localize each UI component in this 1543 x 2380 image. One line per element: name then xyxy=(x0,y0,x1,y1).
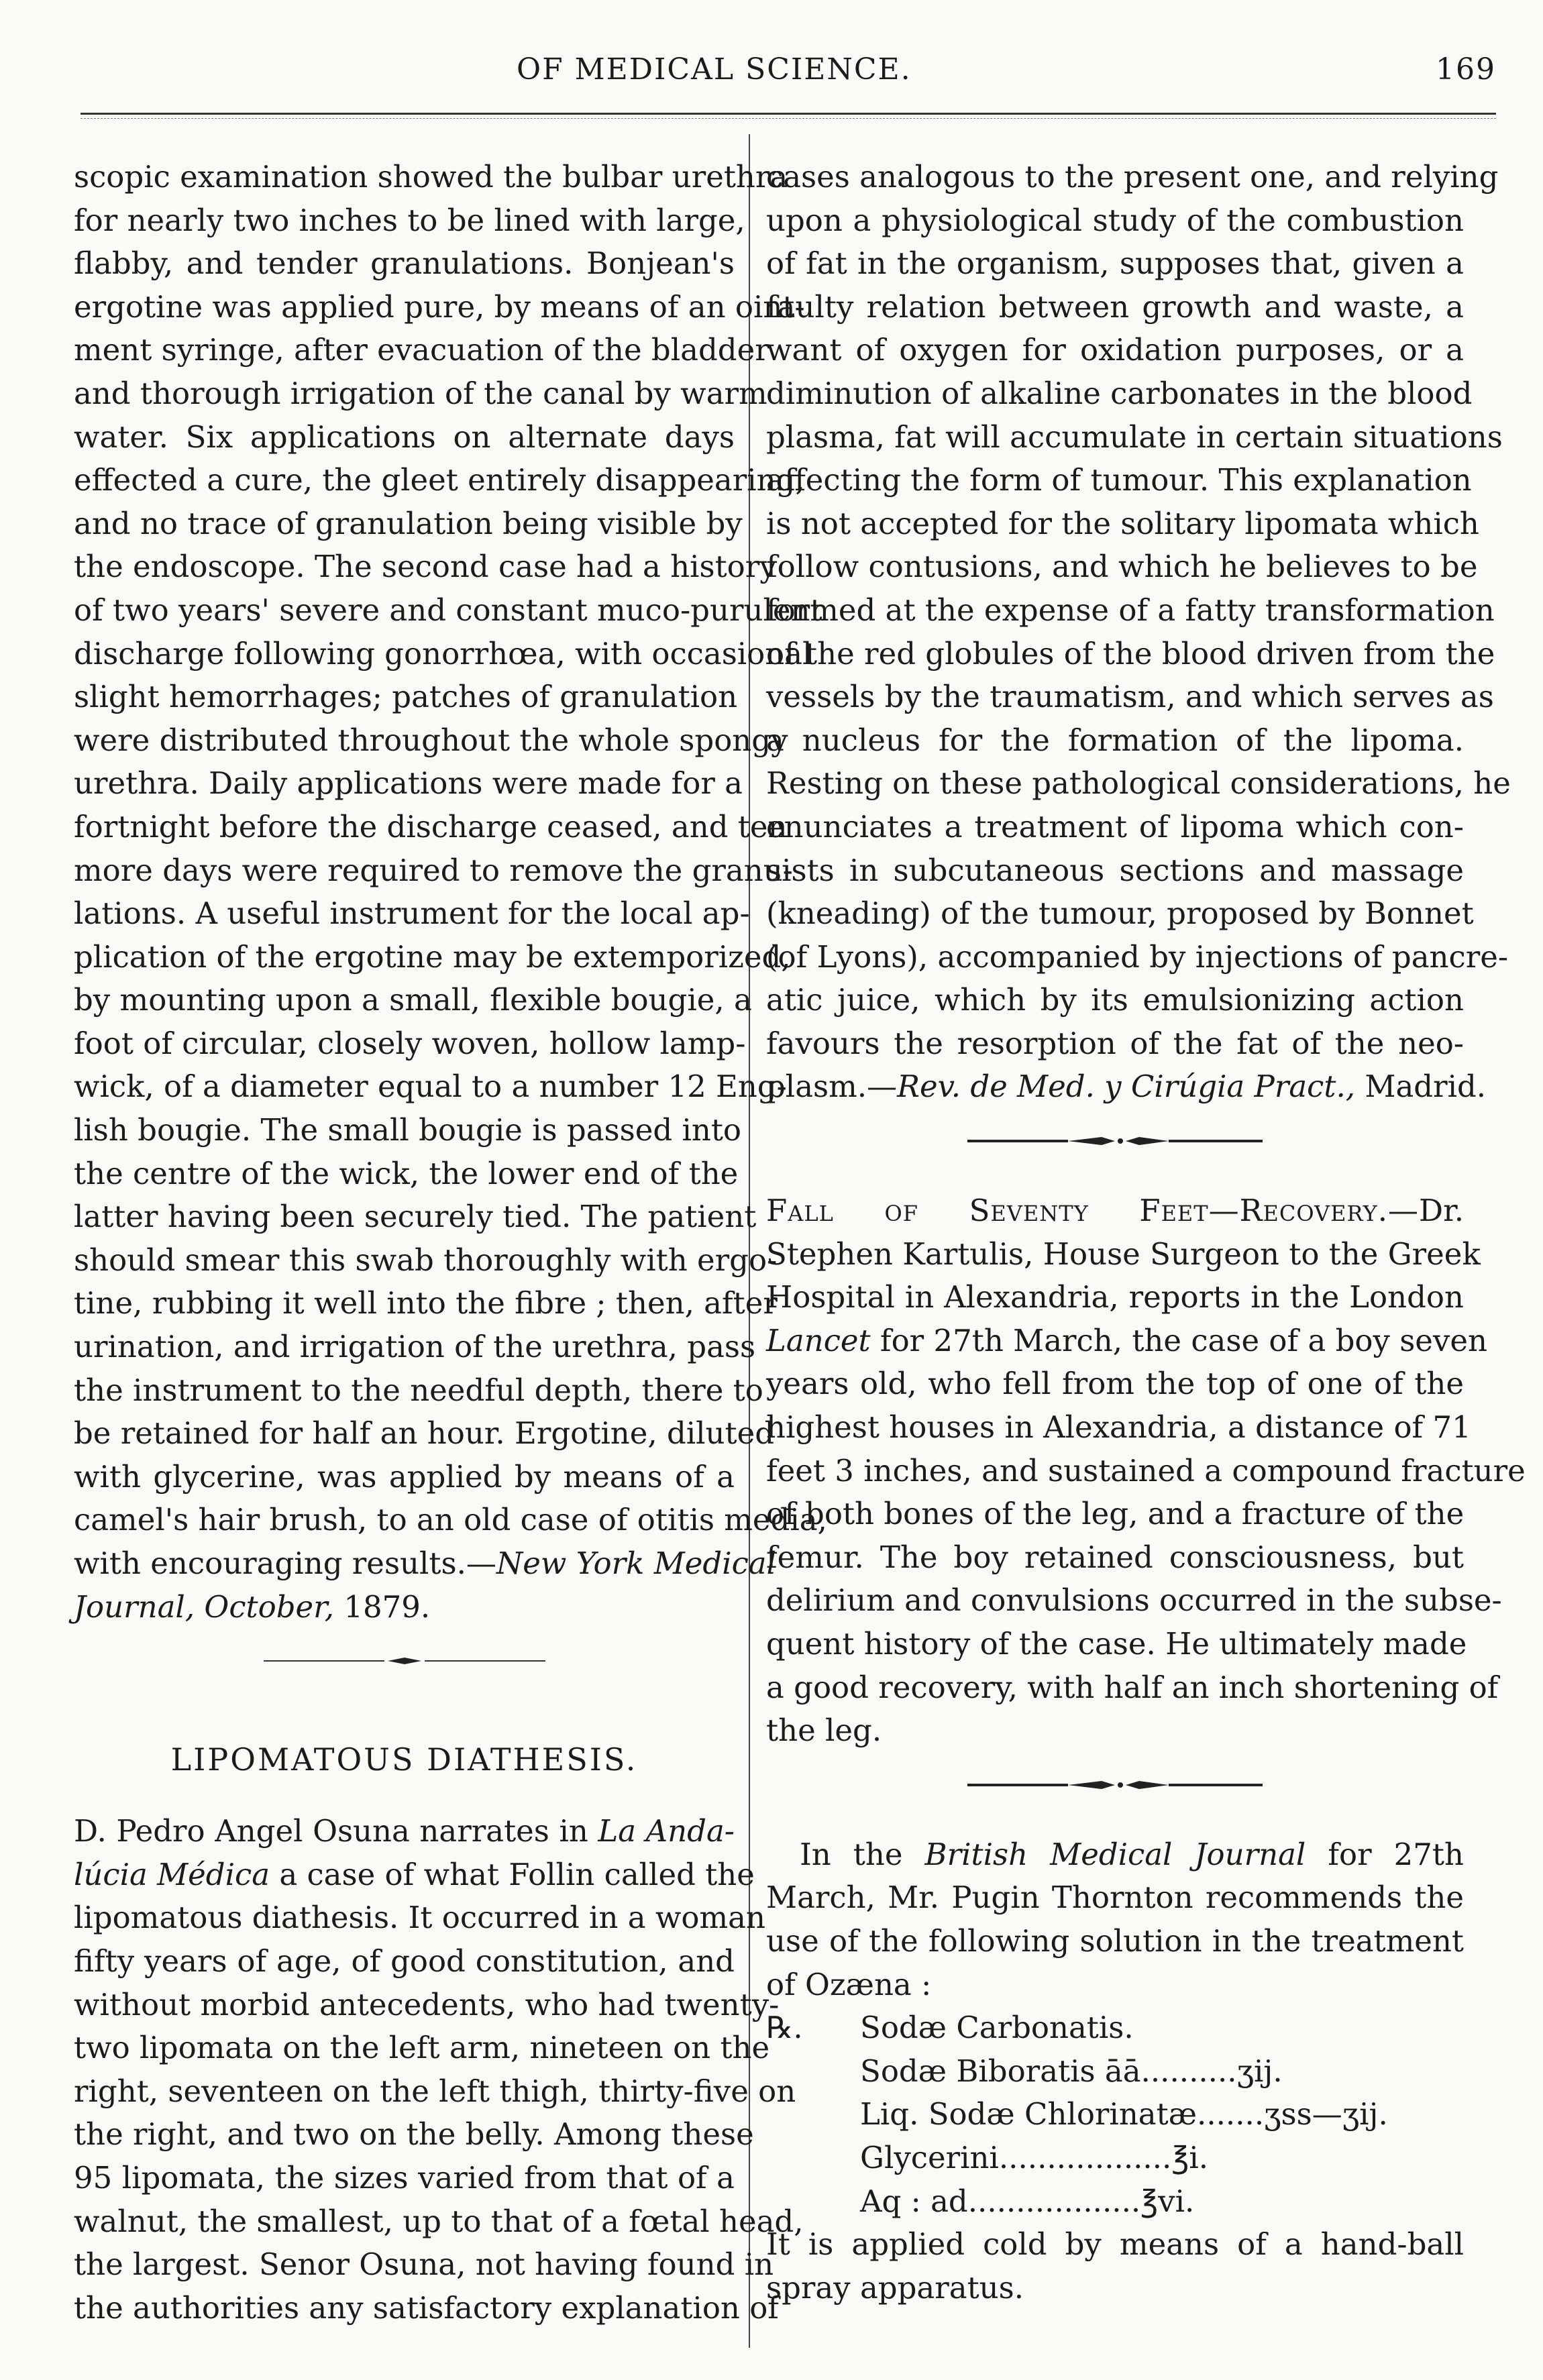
paragraph-line: a good recovery, with half an inch shortening of xyxy=(766,1669,1499,1705)
article-heading: Fall of Seventy Feet—Recovery.— xyxy=(766,1193,1420,1229)
paragraph-line: spray apparatus. xyxy=(766,2269,1024,2306)
prescription-line xyxy=(766,2136,1464,2180)
paragraph-line: tine, rubbing it well into the fibre ; then, after xyxy=(74,1285,778,1321)
paragraph-line: affecting the form of tumour. This explanation xyxy=(766,462,1472,498)
paragraph-line: of two years' severe and constant muco-purulent xyxy=(74,592,822,628)
page-number: 169 xyxy=(1436,52,1496,87)
prescription-line xyxy=(766,2006,1464,2050)
paragraph-line: plasma, fat will accumulate in certain situations xyxy=(766,419,1503,455)
paragraph-line: 95 lipomata, the sizes varied from that of a xyxy=(74,2159,735,2196)
paragraph-line: Resting on these pathological considerations, he xyxy=(766,765,1511,802)
section-separator-ornament xyxy=(766,1753,1464,1833)
paragraph xyxy=(74,1896,804,2330)
paragraph-line: In the British Medical Journal for 27th xyxy=(800,1836,1465,1872)
paragraph-line: (of Lyons), accompanied by injections of pancre- xyxy=(766,938,1509,975)
paragraph-line: water. Six applications on alternate days xyxy=(74,419,735,455)
paragraph-line: the largest. Senor Osuna, not having found in xyxy=(74,2247,774,2283)
paragraph xyxy=(766,1876,1464,1963)
running-head xyxy=(74,52,1496,99)
source-citation: New York Medical xyxy=(496,1546,777,1581)
paragraph-line: follow contusions, and which he believes to be xyxy=(766,549,1478,585)
paragraph-line: the centre of the wick, the lower end of the xyxy=(74,1155,739,1191)
lipomatous-article-continuation xyxy=(766,156,1511,1109)
paragraph-line: plication of the ergotine may be extemporized, xyxy=(74,938,791,975)
paragraph-line: sists in subcutaneous sections and massage xyxy=(766,852,1464,888)
paragraph-line: quent history of the case. He ultimately made xyxy=(766,1626,1467,1662)
paragraph-line: and thorough irrigation of the canal by warm xyxy=(74,375,767,411)
paragraph xyxy=(766,1362,1526,1709)
paragraph-line: want of oxygen for oxidation purposes, or a xyxy=(766,332,1464,368)
source-citation: La Anda- xyxy=(598,1813,735,1849)
paragraph-line: discharge following gonorrhœa, with occasional xyxy=(74,635,812,671)
paragraph-line: use of the following solution in the treatment xyxy=(766,1923,1464,1959)
paragraph-line: the endoscope. The second case had a history xyxy=(74,549,777,585)
fall-article xyxy=(766,1189,1526,1753)
paragraph-line: of the red globules of the blood driven from the xyxy=(766,635,1495,671)
paragraph-line: of both bones of the leg, and a fracture of the xyxy=(766,1496,1465,1532)
source-citation: British Medical Journal xyxy=(924,1836,1306,1872)
paragraph-line: be retained for half an hour. Ergotine, diluted xyxy=(74,1415,775,1452)
paragraph-line: March, Mr. Pugin Thornton recommends the xyxy=(766,1880,1464,1916)
paragraph-line: highest houses in Alexandria, a distance of 71 xyxy=(766,1409,1471,1446)
paragraph-line: with encouraging results.—New York Medical xyxy=(74,1546,777,1581)
prescription-item: Liq. Sodæ Chlorinatæ.......ʒss—ʒij. xyxy=(860,2096,1388,2132)
paragraph-line: enunciates a treatment of lipoma which con- xyxy=(766,808,1464,845)
paragraph-line: more days were required to remove the granu- xyxy=(74,852,793,888)
paragraph-line: atic juice, which by its emulsionizing action xyxy=(766,982,1464,1018)
paragraph-line: years old, who fell from the top of one of the xyxy=(766,1366,1464,1402)
prescription-item: Sodæ Biboratis āā..........ʒij. xyxy=(860,2053,1283,2089)
paragraph-line: and no trace of granulation being visible by xyxy=(74,505,743,541)
paragraph-line: two lipomata on the left arm, nineteen on the xyxy=(74,2030,770,2066)
paragraph-line: slight hemorrhages; patches of granulation xyxy=(74,679,738,715)
paragraph-line: femur. The boy retained consciousness, but xyxy=(766,1539,1464,1575)
right-column xyxy=(766,156,1526,2310)
paragraph-line: the right, and two on the belly. Among these xyxy=(74,2116,754,2153)
paragraph-line: D. Pedro Angel Osuna narrates in La Anda- xyxy=(74,1813,735,1849)
running-title: OF MEDICAL SCIENCE. xyxy=(517,52,912,87)
header-rule xyxy=(81,113,1496,115)
ozaena-article xyxy=(766,1833,1464,2310)
paragraph-line: Stephen Kartulis, House Surgeon to the Greek xyxy=(766,1236,1481,1272)
paragraph-line: of Ozæna : xyxy=(766,1966,932,2002)
paragraph-line: camel's hair brush, to an old case of otitis media, xyxy=(74,1502,827,1538)
paragraph-line: lations. A useful instrument for the local ap- xyxy=(74,896,750,932)
paragraph-line: ergotine was applied pure, by means of an oint- xyxy=(74,288,805,325)
paragraph-line: cases analogous to the present one, and relying xyxy=(766,159,1499,195)
paragraph-line: lish bougie. The small bougie is passed into xyxy=(74,1112,742,1148)
paragraph-line: latter having been securely tied. The patient xyxy=(74,1199,757,1235)
paragraph-line: formed at the expense of a fatty transformation xyxy=(766,592,1495,628)
paragraph-line: delirium and convulsions occurred in the subse- xyxy=(766,1582,1502,1619)
paragraph-line: the leg. xyxy=(766,1713,882,1749)
paragraph-line: lúcia Médica a case of what Follin called the xyxy=(74,1856,755,1892)
paragraph-line: fifty years of age, of good constitution, and xyxy=(74,1943,735,1979)
prescription-item: Glycerini..................℥i. xyxy=(860,2139,1209,2175)
prescription-line xyxy=(766,2093,1464,2136)
paragraph-line: faulty relation between growth and waste, a xyxy=(766,288,1464,325)
paragraph-line: (kneading) of the tumour, proposed by Bonnet xyxy=(766,896,1474,932)
paragraph-line: Lancet for 27th March, the case of a boy seven xyxy=(766,1322,1487,1358)
paragraph-line: urethra. Daily applications were made for a xyxy=(74,765,743,802)
lipomatous-article xyxy=(74,1810,804,2330)
paragraph-line: is not accepted for the solitary lipomata which xyxy=(766,505,1479,541)
paragraph-line: for nearly two inches to be lined with large, xyxy=(74,202,745,238)
paragraph-line: It is applied cold by means of a hand-ball xyxy=(766,2226,1464,2263)
paragraph-line: should smear this swab thoroughly with ergo- xyxy=(74,1242,778,1278)
paragraph-line: Journal, October, 1879. xyxy=(74,1588,431,1625)
paragraph-line: urination, and irrigation of the urethra, pass xyxy=(74,1329,756,1365)
prescription-item: Sodæ Carbonatis. xyxy=(860,2010,1134,2046)
section-title: LIPOMATOUS DIATHESIS. xyxy=(170,1741,638,1778)
paragraph-line: ment syringe, after evacuation of the bladder xyxy=(74,332,769,368)
paragraph-line: with glycerine, was applied by means of a xyxy=(74,1458,735,1495)
paragraph-line: vessels by the traumatism, and which serves as xyxy=(766,679,1494,715)
source-citation: Rev. de Med. y Cirúgia Pract., xyxy=(897,1069,1356,1105)
paragraph-line: right, seventeen on the left thigh, thirty-five on xyxy=(74,2073,796,2109)
recipe-symbol: ℞. xyxy=(766,2010,803,2046)
prescription-line xyxy=(766,2180,1464,2224)
paragraph-line: of fat in the organism, supposes that, given a xyxy=(766,246,1464,282)
paragraph-line: Hospital in Alexandria, reports in the London xyxy=(766,1279,1464,1315)
paragraph-line: upon a physiological study of the combustion xyxy=(766,202,1464,238)
prescription-item: Aq : ad..................℥vi. xyxy=(860,2183,1195,2219)
source-citation: lúcia Médica xyxy=(74,1856,270,1892)
header-rule-secondary xyxy=(81,118,1496,119)
paragraph-line: without morbid antecedents, who had twenty- xyxy=(74,1986,780,2022)
paragraph-line: the authorities any satisfactory explanation of xyxy=(74,2289,779,2326)
paragraph-line: scopic examination showed the bulbar urethra xyxy=(74,159,788,195)
prescription-line xyxy=(766,2050,1464,2094)
paragraph-line: flabby, and tender granulations. Bonjean's xyxy=(74,246,735,282)
paragraph-line: diminution of alkaline carbonates in the blood xyxy=(766,375,1473,411)
paragraph-line: lipomatous diathesis. It occurred in a woman xyxy=(74,1900,765,1936)
paragraph-line: wick, of a diameter equal to a number 12 Eng- xyxy=(74,1069,787,1105)
section-separator-ornament xyxy=(74,1629,735,1709)
source-citation: Journal, October, xyxy=(74,1588,335,1625)
paragraph-line: plasm.—Rev. de Med. y Cirúgia Pract., Madrid. xyxy=(766,1069,1487,1105)
paragraph-line: foot of circular, closely woven, hollow lamp- xyxy=(74,1025,746,1061)
paragraph-line: by mounting upon a small, flexible bougie, a xyxy=(74,982,752,1018)
paragraph xyxy=(766,156,1511,1065)
paragraph-line: Fall of Seventy Feet—Recovery.—Dr. xyxy=(766,1193,1464,1229)
paragraph-line: fortnight before the discharge ceased, and ten xyxy=(74,808,788,845)
paragraph-line: were distributed throughout the whole spongy xyxy=(74,722,788,758)
source-citation: Lancet xyxy=(766,1322,871,1358)
paragraph-line: the instrument to the needful depth, there to xyxy=(74,1372,763,1408)
paragraph-line: walnut, the smallest, up to that of a fœtal head, xyxy=(74,2203,804,2239)
paragraph-line: a nucleus for the formation of the lipoma. xyxy=(766,722,1464,758)
paragraph-line: effected a cure, the gleet entirely disappearing, xyxy=(74,462,805,498)
paragraph-line: favours the resorption of the fat of the neo- xyxy=(766,1025,1464,1061)
section-separator-ornament xyxy=(766,1109,1464,1189)
paragraph-line: feet 3 inches, and sustained a compound fracture xyxy=(766,1452,1526,1489)
prescription xyxy=(766,2006,1464,2223)
